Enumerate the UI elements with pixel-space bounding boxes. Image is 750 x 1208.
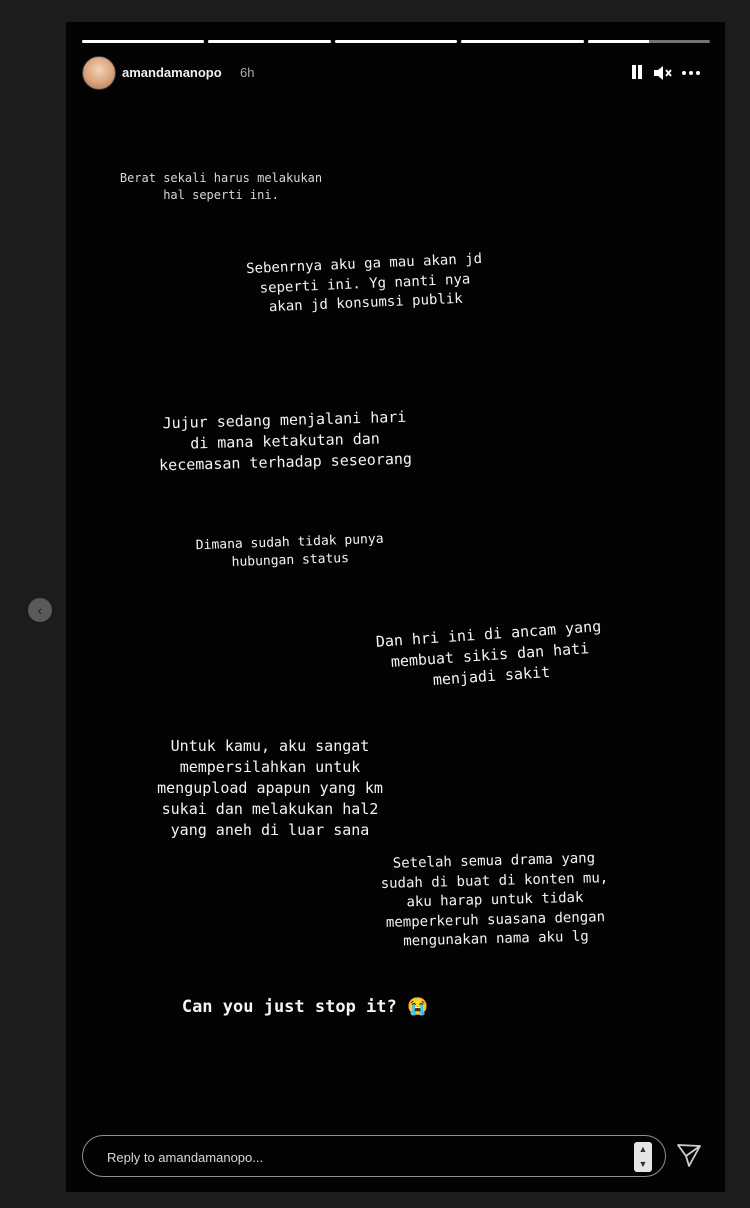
story-text-7: Setelah semua drama yang sudah di buat di konten mu, aku harap untuk tidak memperkeruh suasana dengan mengunakan nama aku lg — [380, 850, 609, 950]
story-text-8: Can you just stop it? 😭 — [181, 997, 429, 1017]
progress-segment — [82, 40, 204, 43]
progress-segment — [208, 40, 330, 43]
avatar[interactable] — [82, 56, 116, 90]
scroll-up-icon[interactable]: ▲ — [638, 1144, 648, 1154]
story-text-4: Dimana sudah tidak punya hubungan status — [195, 531, 384, 571]
story-text-1: Berat sekali harus melakukan hal seperti ini. — [119, 171, 323, 202]
reply-box[interactable] — [82, 1135, 666, 1177]
scrollbar[interactable] — [634, 1142, 652, 1172]
mute-icon[interactable] — [652, 64, 672, 82]
progress-segment — [335, 40, 457, 43]
timestamp: 6h — [240, 65, 255, 80]
send-icon[interactable] — [676, 1142, 702, 1168]
pause-icon[interactable] — [630, 64, 644, 80]
more-icon[interactable] — [680, 64, 702, 82]
story-text-3: Jujur sedang menjalani hari di mana ketakutan dan kecemasan terhadap seseorang — [158, 407, 413, 475]
scroll-down-icon[interactable]: ▼ — [638, 1159, 648, 1169]
story-text-6: Untuk kamu, aku sangat mempersilahkan untuk mengupload apapun yang km sukai dan melakukan hal2 yang aneh di luar sana — [157, 737, 383, 839]
story-header — [82, 56, 710, 90]
progress-segment — [461, 40, 583, 43]
previous-story-button[interactable]: ‹ — [28, 598, 52, 622]
reply-input[interactable] — [105, 1147, 609, 1167]
progress-segment — [588, 40, 710, 43]
username[interactable]: amandamanopo — [122, 65, 222, 80]
story-text-5: Dan hri ini di ancam yang membuat sikis dan hati menjadi sakit — [375, 617, 602, 690]
story-progress-bar — [82, 40, 710, 43]
story-text-2: Sebenrnya aku ga mau akan jd seperti ini. Yg nanti nya akan jd konsumsi publik — [245, 250, 483, 316]
